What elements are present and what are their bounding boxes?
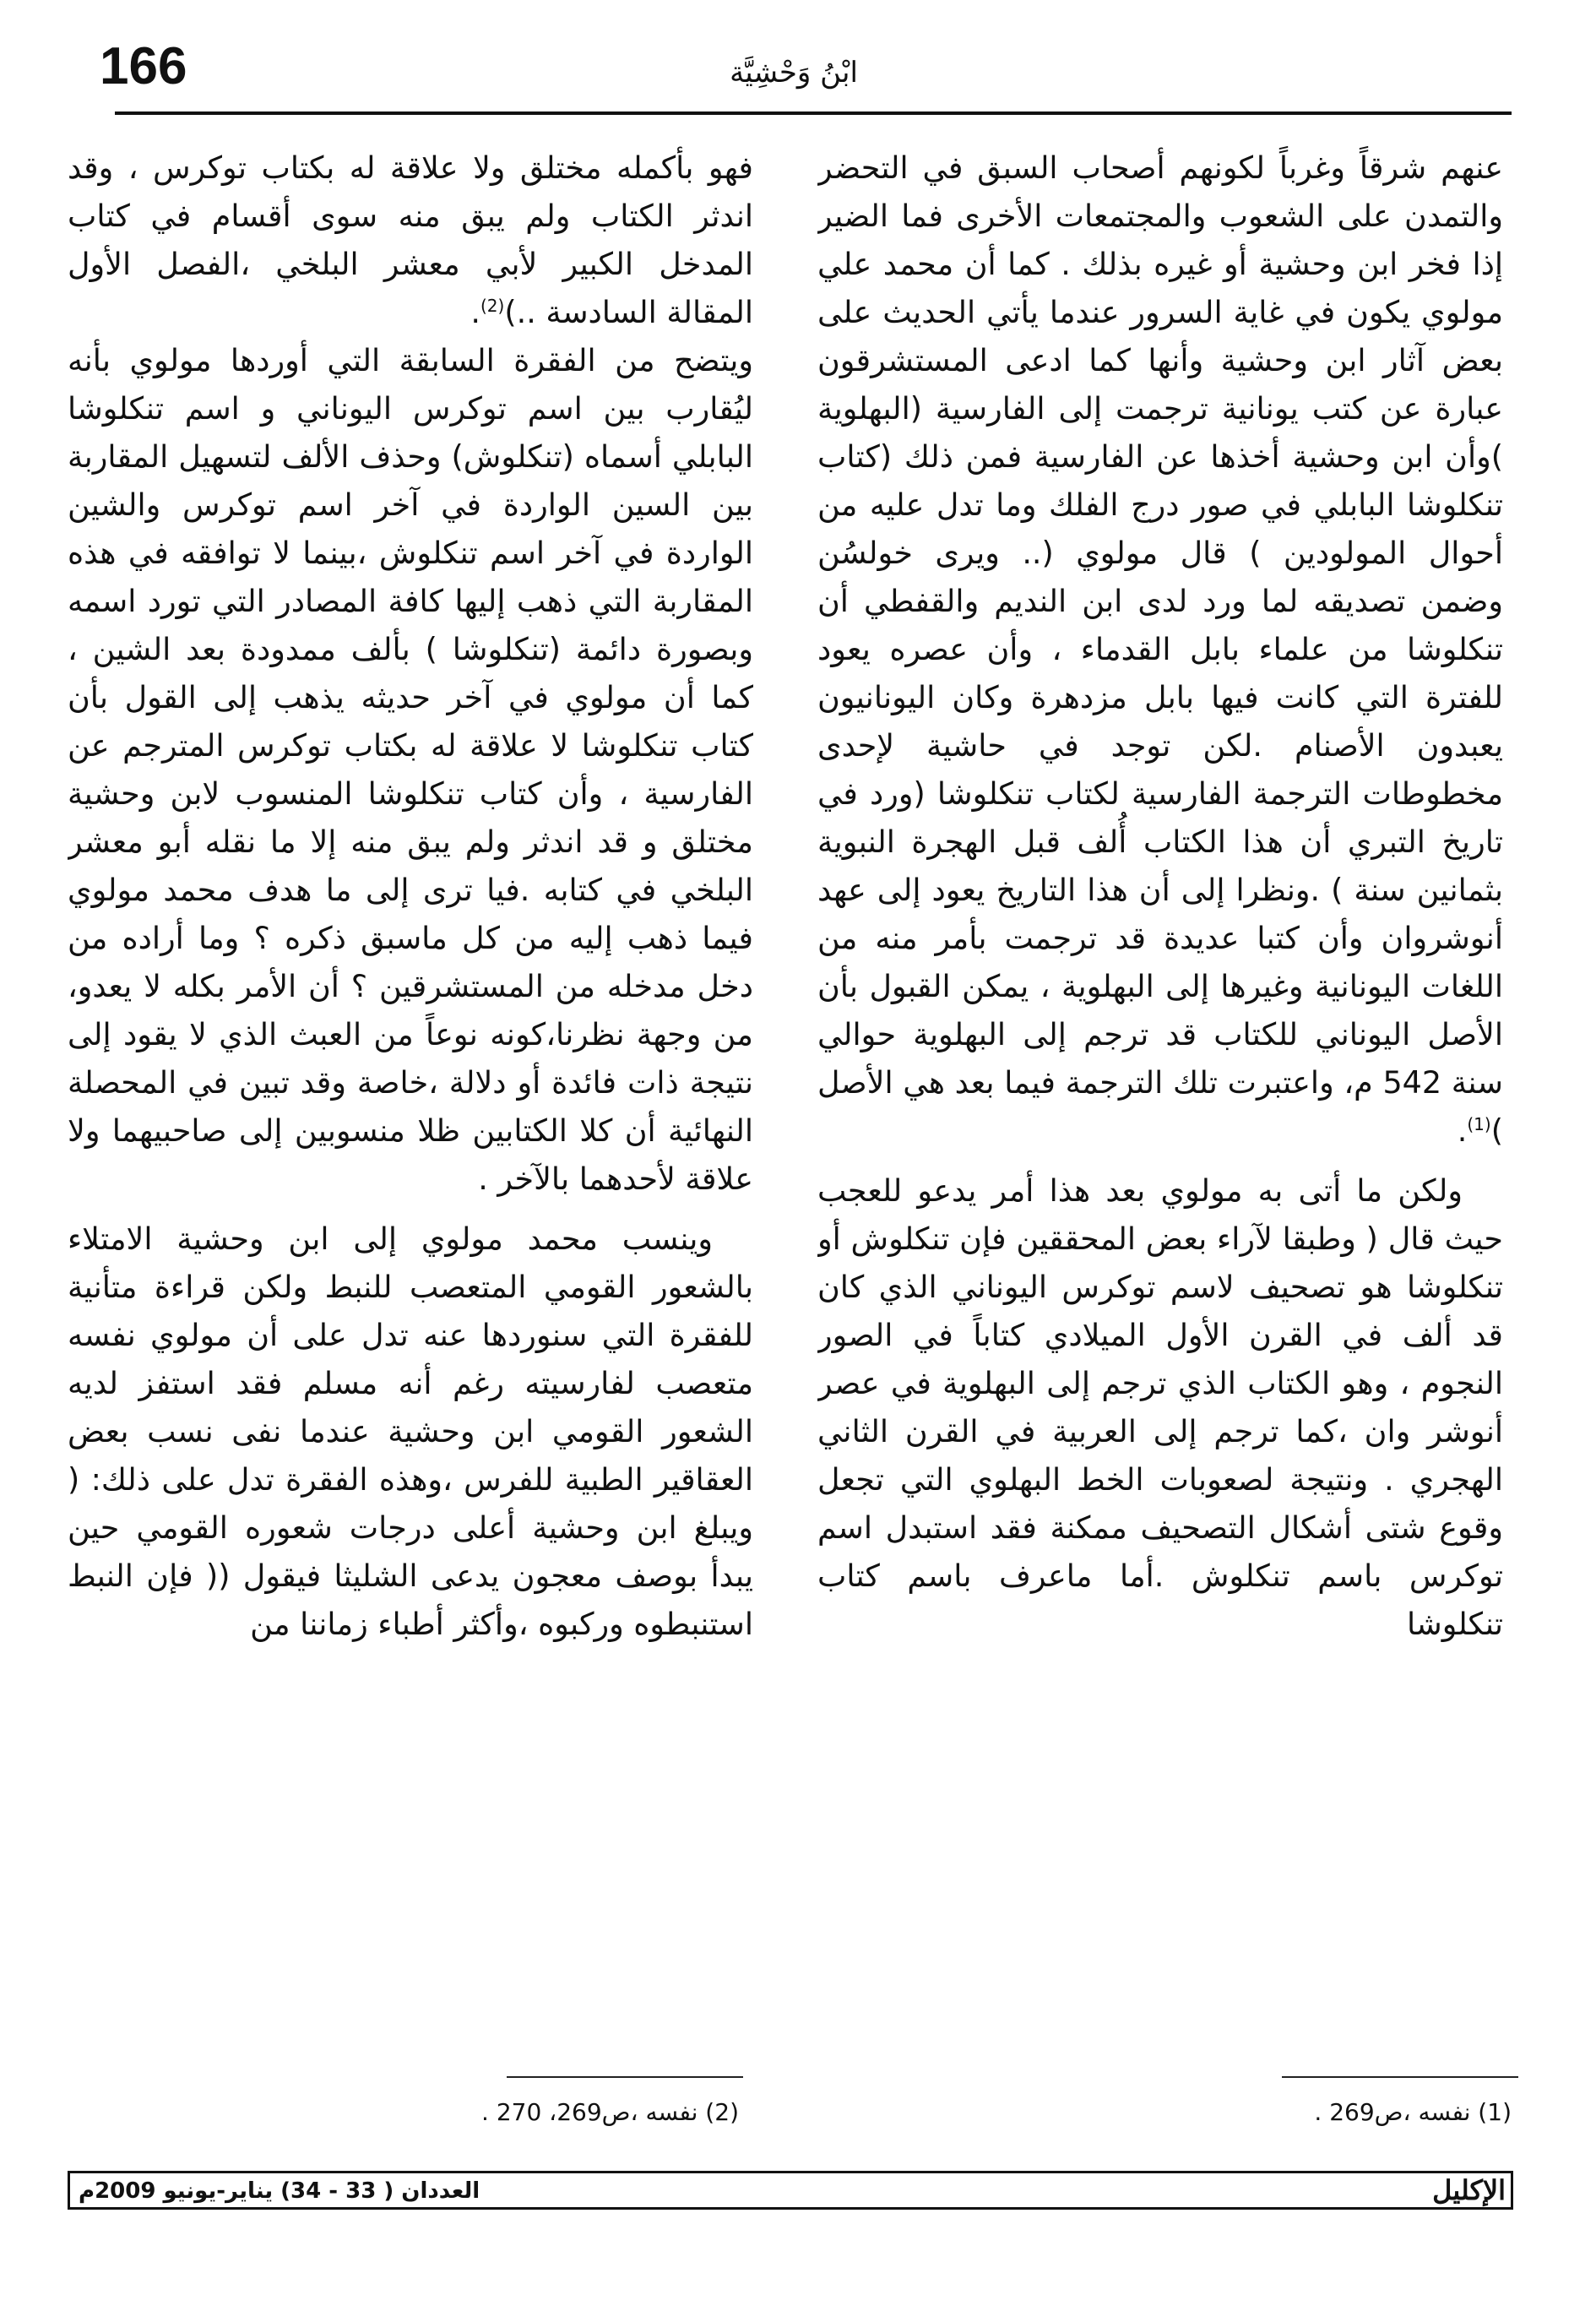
page-number: 166 bbox=[100, 37, 187, 95]
running-title: ابْنُ وَحْشِيَّة bbox=[730, 56, 858, 90]
body-paragraph: وينسب محمد مولوي إلى ابن وحشية الامتلاء بالشعور القومي المتعصب للنبط ولكن قراءة متأنية للفقرة التي سنوردها عنه تدل على أن مولوي نفسه متعصب لفارسيته رغم أنه مسلم فقد استفز لديه الشعور القومي ابن وحشية عندما نفى نسب بعض العقاقير الطبية للفرس ،وهذه الفقرة تدل على ذلك: ( ويبلغ ابن وحشية أعلى درجات شعوره القومي حين يبدأ بوصف معجون يدعى الشليثا فيقول (( فإن النبط استنبطوه وركبوه ،وأكثر أطباء زماننا من bbox=[68, 1221, 753, 1642]
body-paragraph: فهو بأكمله مختلق ولا علاقة له بكتاب توكرس ، وقد اندثر الكتاب ولم يبق منه سوى أقسام في كتاب المدخل الكبير لأبي معشر البلخي ،الفصل الأول المقالة السادسة ..)$^{(2)}$. bbox=[68, 150, 753, 330]
body-paragraph: ولكن ما أتى به مولوي بعد هذا أمر يدعو للعجب حيث قال ( وطبقا لآراء بعض المحققين فإن تنكلوش أو تنكلوشا هو تصحيف لاسم توكرس اليوناني الذي كان قد ألف في القرن الأول الميلادي كتاباً في الصور النجوم ، وهو الكتاب الذي ترجم إلى البهلوية في عصر أنوشر وان ،كما ترجم إلى العربية في القرن الثاني الهجري . ونتيجة لصعوبات الخط البهلوي التي تجعل وقوع شتى أشكال التصحيف ممكنة فقد استبدل اسم توكرس باسم تنكلوش .أما ماعرف باسم كتاب تنكلوشا bbox=[817, 1172, 1503, 1642]
body-paragraph: ويتضح من الفقرة السابقة التي أوردها مولوي بأنه ليُقارب بين اسم توكرس اليوناني و اسم تنكلوشا البابلي أسماه (تنكلوش) وحذف الألف لتسهيل المقاربة بين السين الواردة في آخر اسم توكرس والشين الواردة في آخر اسم تنكلوش ،بينما لا توافقه في هذه المقاربة التي ذهب إليها كافة المصادر التي تورد اسمه وبصورة دائمة (تنكلوشا ) بألف ممدودة بعد الشين ، كما أن مولوي في آخر حديثه يذهب إلى القول بأن كتاب تنكلوشا لا علاقة له بكتاب توكرس المترجم عن الفارسية ، وأن كتاب تنكلوشا المنسوب لابن وحشية مختلق و قد اندثر ولم يبق منه إلا ما نقله أبو معشر البلخي في كتابه .فيا ترى إلى ما هدف محمد مولوي فيما ذهب إليه من كل ماسبق ذكره ؟ وما أراده من دخل مدخله من المستشرقين ؟ أن الأمر بكله لا يعدو، من وجهة نظرنا،كونه نوعاً من العبث الذي لا يقود إلى نتيجة ذات فائدة أو دلالة ،خاصة وقد تبين في المحصلة النهائية أن كلا الكتابين ظلا منسوبين إلى صاحبيهما ولا علاقة لأحدهما بالآخر . bbox=[68, 342, 753, 1197]
header-divider bbox=[115, 111, 1512, 115]
issue-info: العددان ( 33 - 34) يناير-يونيو 2009م bbox=[79, 2178, 480, 2204]
footnote-ref: (1) bbox=[1467, 1113, 1491, 1134]
right-column bbox=[817, 144, 1503, 2027]
footnote-divider bbox=[1282, 2076, 1518, 2078]
body-paragraph: عنهم شرقاً وغرباً لكونهم أصحاب السبق في التحضر والتمدن على الشعوب والمجتمعات الأخرى فما الضير إذا فخر ابن وحشية أو غيره بذلك . كما أن محمد علي مولوي يكون في غاية السرور عندما يأتي الحديث على بعض آثار ابن وحشية وأنها كما ادعى المستشرقون عبارة عن كتب يونانية ترجمت إلى الفارسية (البهلوية )وأن ابن وحشية أخذها عن الفارسية فمن ذلك (كتاب تنكلوشا البابلي في صور درج الفلك وما تدل عليه من أحوال المولودين ) قال مولوي (.. ويرى خولسُن وضمن تصديقه لما ورد لدى ابن النديم والقفطي أن تنكلوشا من علماء بابل القدماء ، وأن عصره يعود للفترة التي كانت فيها بابل مزدهرة وكان اليونانيون يعبدون الأصنام .لكن توجد في حاشية لإحدى مخطوطات الترجمة الفارسية لكتاب تنكلوشا (ورد في تاريخ التبري أن هذا الكتاب أُلف قبل الهجرة النبوية بثمانين سنة ) .ونظرا إلى أن هذا التاريخ يعود إلى عهد أنوشروان وأن كتبا عديدة قد ترجمت بأمر منه من اللغات اليونانية وغيرها إلى البهلوية ، يمكن القبول بأن الأصل اليوناني للكتاب قد ترجم إلى البهلوية حوالي سنة 542 م، واعتبرت تلك الترجمة فيما بعد هي الأصل )$^{(1)}$. bbox=[817, 150, 1503, 1149]
footnote: (2) نفسه ،ص269، 270 . bbox=[481, 2098, 739, 2126]
left-column bbox=[68, 144, 753, 2027]
footnote: (1) نفسه ،ص269 . bbox=[1314, 2098, 1512, 2126]
footnote-ref: (2) bbox=[480, 295, 505, 316]
footnote-divider bbox=[507, 2076, 743, 2078]
footer-bar bbox=[68, 2171, 1513, 2210]
journal-logo: الإكليل bbox=[1432, 2174, 1506, 2206]
